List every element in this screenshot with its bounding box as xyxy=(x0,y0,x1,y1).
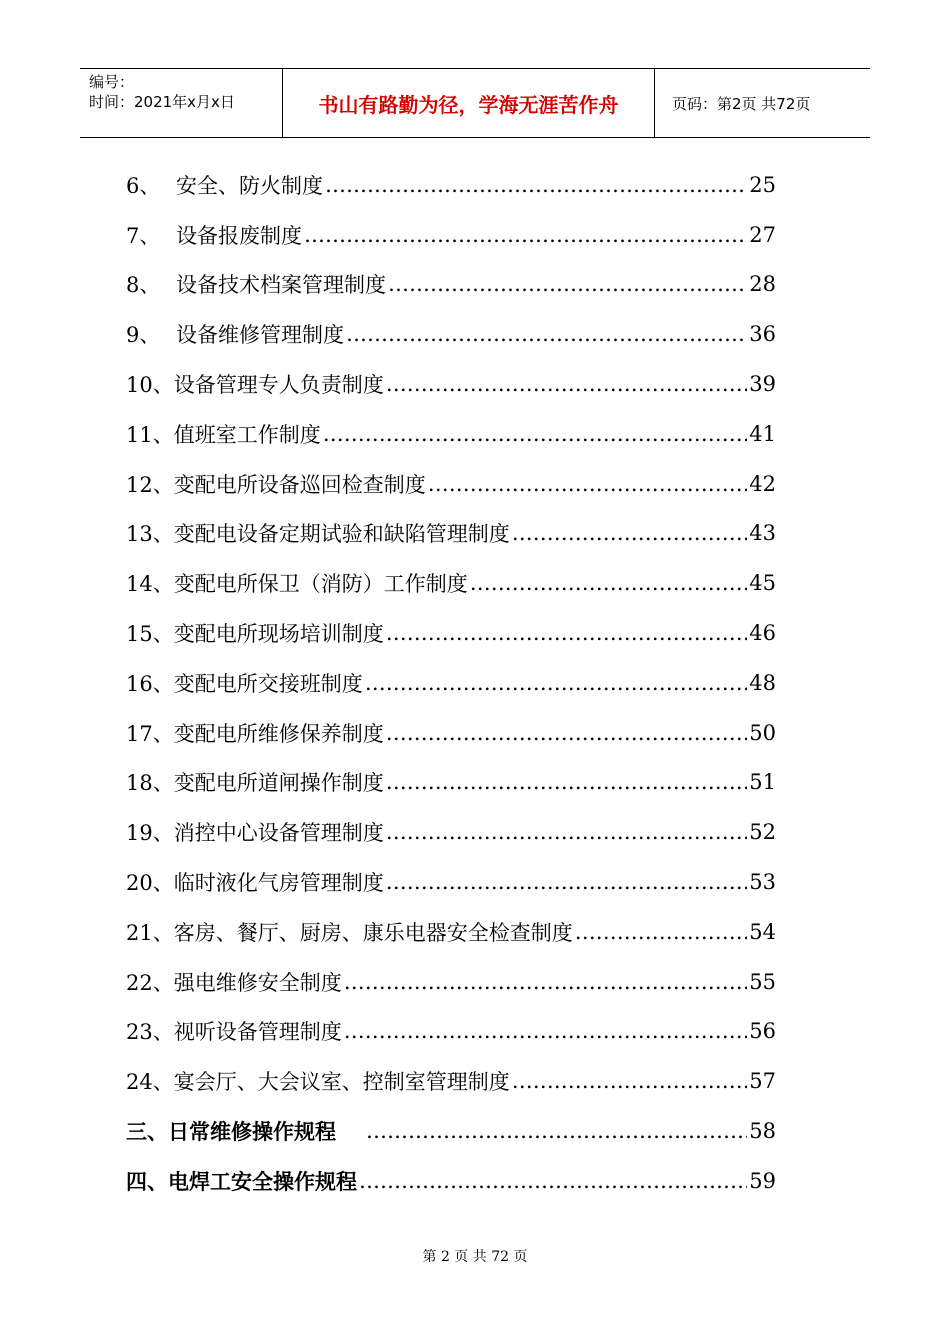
toc-section-number: 四、 xyxy=(126,1168,168,1194)
toc-entry[interactable] xyxy=(126,758,776,808)
toc-entry-title: 临时液化气房管理制度 xyxy=(173,871,384,896)
toc-entry-title: 安全、防火制度 xyxy=(176,173,323,198)
toc-leader-dots xyxy=(344,970,748,994)
toc-leader-dots xyxy=(304,223,747,247)
toc-leader-dots xyxy=(575,920,748,944)
toc-leader-dots xyxy=(344,1019,748,1043)
toc-entry-number: 19、 xyxy=(126,821,174,846)
toc-leader-dots xyxy=(386,820,748,844)
toc-entry-number: 17、 xyxy=(126,721,174,746)
toc-entry-title: 变配电所保卫（消防）工作制度 xyxy=(173,572,468,597)
toc-entry[interactable] xyxy=(126,658,776,708)
toc-leader-dots xyxy=(365,671,748,695)
toc-entry-page: 56 xyxy=(749,1019,776,1044)
toc-entry-page: 43 xyxy=(749,521,776,546)
header-meta-cell xyxy=(80,69,283,137)
toc-entry-page: 52 xyxy=(749,820,776,845)
toc-entry-number: 20、 xyxy=(126,871,174,896)
toc-entry-page: 28 xyxy=(749,272,776,297)
toc-entry-page: 25 xyxy=(749,172,776,197)
toc-entry-number: 14、 xyxy=(126,572,174,597)
toc-entry-page: 42 xyxy=(749,471,776,496)
toc-entry-title: 变配电所维修保养制度 xyxy=(173,721,384,746)
toc-entry-page: 46 xyxy=(749,621,776,646)
toc-entry-number: 16、 xyxy=(126,671,174,696)
toc-entry[interactable] xyxy=(126,509,776,559)
toc-entry-number: 18、 xyxy=(126,771,174,796)
toc-leader-dots xyxy=(323,422,748,446)
toc-entry[interactable] xyxy=(126,459,776,509)
toc-entry-page: 27 xyxy=(749,222,776,247)
toc-entry[interactable] xyxy=(126,708,776,758)
toc-entry-number: 15、 xyxy=(126,622,174,647)
toc-section-title: 电焊工安全操作规程 xyxy=(168,1168,357,1194)
toc-entry-title: 变配电所交接班制度 xyxy=(173,671,363,696)
toc-entry[interactable] xyxy=(126,857,776,907)
toc-entry-page: 54 xyxy=(749,919,776,944)
toc-entry-title: 变配电所道闸操作制度 xyxy=(173,771,384,796)
toc-entry[interactable] xyxy=(126,359,776,409)
toc-leader-dots xyxy=(359,1169,747,1193)
toc-entry-title: 设备报废制度 xyxy=(176,223,302,248)
toc-leader-dots xyxy=(325,173,747,197)
time-label: 时间：2021年x月x日 xyxy=(89,93,235,111)
toc-entry-number: 7、 xyxy=(126,223,161,248)
toc-entry-number: 10、 xyxy=(126,373,174,398)
toc-entry-title: 设备技术档案管理制度 xyxy=(176,273,386,298)
toc-entry-page: 58 xyxy=(749,1119,776,1144)
toc-entry-number: 23、 xyxy=(126,1020,174,1045)
toc-entry-page: 55 xyxy=(749,969,776,994)
toc-entry-title: 强电维修安全制度 xyxy=(173,970,342,995)
table-of-contents xyxy=(126,160,776,1206)
toc-entry-number: 6、 xyxy=(126,173,161,198)
toc-entry[interactable] xyxy=(126,608,776,658)
toc-leader-dots xyxy=(386,721,748,745)
toc-entry-page: 45 xyxy=(749,571,776,596)
toc-entry-page: 59 xyxy=(749,1168,776,1193)
toc-entry[interactable] xyxy=(126,260,776,310)
toc-leader-dots xyxy=(428,472,748,496)
toc-entry-page: 53 xyxy=(749,870,776,895)
toc-entry[interactable] xyxy=(126,309,776,359)
toc-entry-title: 变配电所现场培训制度 xyxy=(173,622,384,647)
toc-entry-number: 9、 xyxy=(126,323,161,348)
toc-leader-dots xyxy=(386,870,748,894)
page-info-text: 页码：第2页 共72页 xyxy=(672,94,811,113)
toc-entry-page: 57 xyxy=(749,1069,776,1094)
toc-entry-number: 12、 xyxy=(126,472,174,497)
toc-entry-title: 设备管理专人负责制度 xyxy=(173,373,384,398)
toc-leader-dots xyxy=(346,322,747,346)
toc-section-entry[interactable] xyxy=(126,1106,776,1156)
toc-leader-dots xyxy=(388,272,747,296)
toc-entry[interactable] xyxy=(126,1007,776,1057)
toc-entry-number: 11、 xyxy=(126,422,174,447)
toc-entry-title: 宴会厅、大会议室、控制室管理制度 xyxy=(173,1070,510,1095)
toc-entry-number: 24、 xyxy=(126,1070,174,1095)
toc-leader-dots xyxy=(386,770,748,794)
toc-leader-dots xyxy=(512,1069,748,1093)
toc-entry-title: 变配电设备定期试验和缺陷管理制度 xyxy=(173,522,510,547)
toc-entry-title: 设备维修管理制度 xyxy=(176,323,344,348)
toc-entry-number: 13、 xyxy=(126,522,174,547)
toc-leader-dots xyxy=(386,372,748,396)
toc-entry[interactable] xyxy=(126,957,776,1007)
page-header xyxy=(80,68,870,138)
toc-entry[interactable] xyxy=(126,1056,776,1106)
toc-entry[interactable] xyxy=(126,210,776,260)
toc-entry-number: 22、 xyxy=(126,970,174,995)
toc-entry-page: 48 xyxy=(749,670,776,695)
toc-entry-title: 消控中心设备管理制度 xyxy=(173,821,384,846)
toc-leader-dots xyxy=(386,621,748,645)
toc-entry-page: 41 xyxy=(749,421,776,446)
toc-entry-page: 39 xyxy=(749,372,776,397)
number-label: 编号： xyxy=(89,73,135,91)
toc-entry-title: 客房、餐厅、厨房、康乐电器安全检查制度 xyxy=(173,920,573,945)
toc-entry-title: 值班室工作制度 xyxy=(173,422,321,447)
toc-entry-title: 视听设备管理制度 xyxy=(173,1020,342,1045)
toc-entry-number: 21、 xyxy=(126,920,174,945)
toc-entry-number: 8、 xyxy=(126,273,161,298)
page-footer: 第 2 页 共 72 页 xyxy=(422,1249,528,1265)
toc-entry-title: 变配电所设备巡回检查制度 xyxy=(173,472,426,497)
toc-leader-dots xyxy=(470,571,748,595)
header-page-info xyxy=(663,69,870,137)
header-motto: 书山有路勤为径，学海无涯苦作舟 xyxy=(283,69,655,137)
toc-section-entry[interactable] xyxy=(126,1156,776,1206)
toc-entry-page: 36 xyxy=(749,322,776,347)
toc-section-title: 日常维修操作规程 xyxy=(168,1119,336,1145)
toc-entry-page: 50 xyxy=(749,720,776,745)
toc-entry[interactable] xyxy=(126,807,776,857)
toc-entry[interactable] xyxy=(126,907,776,957)
toc-section-number: 三、 xyxy=(126,1119,168,1145)
toc-entry[interactable] xyxy=(126,409,776,459)
toc-leader-dots xyxy=(366,1119,747,1143)
toc-entry[interactable] xyxy=(126,160,776,210)
toc-leader-dots xyxy=(512,521,748,545)
toc-entry-page: 51 xyxy=(749,770,776,795)
toc-entry[interactable] xyxy=(126,558,776,608)
